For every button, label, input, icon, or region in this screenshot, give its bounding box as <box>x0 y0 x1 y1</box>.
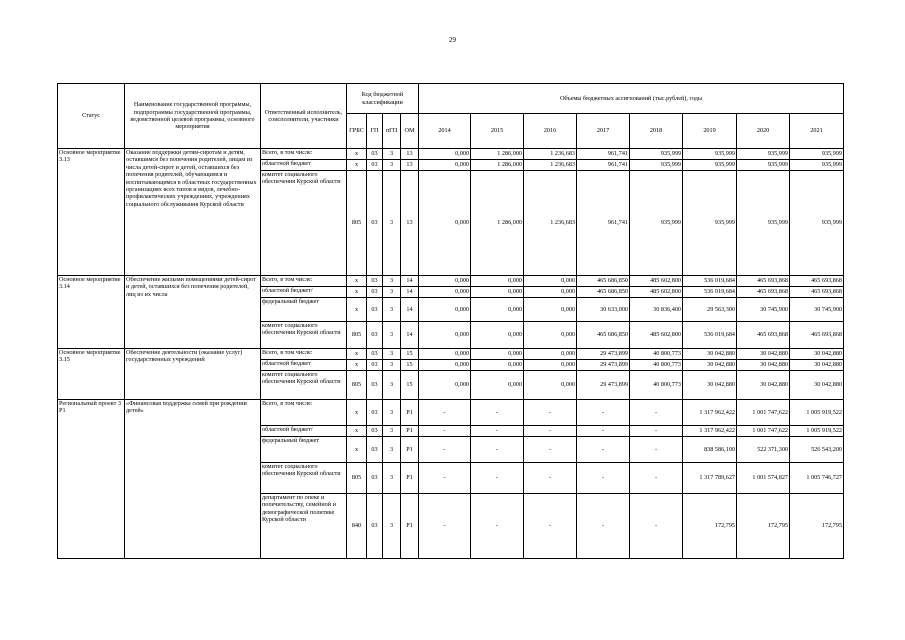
value-cell: - <box>524 494 577 559</box>
om-cell: 13 <box>401 160 419 171</box>
value-cell: - <box>419 494 471 559</box>
value-cell: 0,000 <box>419 287 471 298</box>
value-cell: - <box>524 400 577 426</box>
om-cell: 13 <box>401 149 419 160</box>
gp-cell: 03 <box>367 171 383 276</box>
om-cell: Р1 <box>401 437 419 463</box>
value-cell: - <box>577 463 630 494</box>
value-cell: 1 001 747,622 <box>737 426 790 437</box>
value-cell: 0,000 <box>419 322 471 349</box>
pgp-cell: 3 <box>383 400 401 426</box>
executor-cell: Всего, в том числе: <box>261 276 347 287</box>
value-cell: 0,000 <box>524 322 577 349</box>
table-row <box>58 149 844 160</box>
name-cell: Обеспечение жилыми помещениями детей-сирот и детей, оставшихся без попечения родителей, лиц из их числа <box>125 276 261 349</box>
value-cell: - <box>524 437 577 463</box>
gp-cell: 03 <box>367 287 383 298</box>
value-cell: - <box>630 437 683 463</box>
value-cell: 935,999 <box>630 171 683 276</box>
header-year: 2017 <box>577 114 630 149</box>
grbs-cell: х <box>347 276 367 287</box>
value-cell: 30 042,880 <box>737 349 790 360</box>
value-cell: - <box>419 400 471 426</box>
table-row <box>58 400 844 426</box>
header-pgp: пГП <box>383 114 401 149</box>
value-cell: 935,999 <box>630 160 683 171</box>
value-cell: 935,999 <box>683 171 737 276</box>
pgp-cell: 3 <box>383 494 401 559</box>
value-cell: 485 602,800 <box>630 276 683 287</box>
value-cell: 961,741 <box>577 149 630 160</box>
grbs-cell: х <box>347 426 367 437</box>
gp-cell: 03 <box>367 360 383 371</box>
value-cell: 30 042,880 <box>790 349 844 360</box>
gp-cell: 03 <box>367 371 383 400</box>
om-cell: 14 <box>401 298 419 322</box>
pgp-cell: 3 <box>383 349 401 360</box>
table-row <box>58 349 844 360</box>
gp-cell: 03 <box>367 160 383 171</box>
value-cell: 30 042,880 <box>683 349 737 360</box>
header-year: 2020 <box>737 114 790 149</box>
pgp-cell: 3 <box>383 276 401 287</box>
om-cell: 15 <box>401 371 419 400</box>
value-cell: 1 001 747,622 <box>737 400 790 426</box>
header-om: ОМ <box>401 114 419 149</box>
value-cell: 961,741 <box>577 160 630 171</box>
value-cell: 465 693,868 <box>790 322 844 349</box>
value-cell: 30 042,880 <box>790 360 844 371</box>
status-cell: Основное мероприятие 3.15 <box>58 349 125 400</box>
value-cell: 30 042,880 <box>683 371 737 400</box>
value-cell: 465 693,868 <box>737 287 790 298</box>
value-cell: 29 563,300 <box>683 298 737 322</box>
table-body <box>58 149 844 559</box>
header-grbs: ГРБС <box>347 114 367 149</box>
value-cell: 0,000 <box>471 349 524 360</box>
value-cell: 0,000 <box>524 298 577 322</box>
value-cell: 465 693,868 <box>737 322 790 349</box>
value-cell: 935,999 <box>737 171 790 276</box>
grbs-cell: х <box>347 360 367 371</box>
value-cell: 30 745,900 <box>790 298 844 322</box>
pgp-cell: 3 <box>383 437 401 463</box>
executor-cell: областной бюджет <box>261 160 347 171</box>
value-cell: 1 236,683 <box>524 149 577 160</box>
value-cell: 465 693,868 <box>737 276 790 287</box>
executor-cell: комитет социального обеспечения Курской области <box>261 371 347 400</box>
value-cell: 1 005 746,727 <box>790 463 844 494</box>
value-cell: - <box>471 494 524 559</box>
value-cell: 172,795 <box>683 494 737 559</box>
gp-cell: 03 <box>367 322 383 349</box>
executor-cell: комитет социального обеспечения Курской области <box>261 463 347 494</box>
value-cell: 526 543,200 <box>790 437 844 463</box>
value-cell: - <box>419 426 471 437</box>
status-cell: Основное мероприятие 3.14 <box>58 276 125 349</box>
value-cell: 465 693,868 <box>790 276 844 287</box>
grbs-cell: х <box>347 298 367 322</box>
value-cell: 536 019,684 <box>683 276 737 287</box>
pgp-cell: 3 <box>383 149 401 160</box>
header-gp: ГП <box>367 114 383 149</box>
value-cell: 935,999 <box>630 149 683 160</box>
value-cell: 961,741 <box>577 171 630 276</box>
value-cell: 935,999 <box>737 149 790 160</box>
pgp-cell: 3 <box>383 426 401 437</box>
gp-cell: 03 <box>367 400 383 426</box>
grbs-cell: х <box>347 349 367 360</box>
value-cell: 1 005 919,522 <box>790 426 844 437</box>
value-cell: 485 602,800 <box>630 322 683 349</box>
pgp-cell: 3 <box>383 371 401 400</box>
header-executor: Ответственный исполнитель, соисполнители, участники <box>261 84 347 149</box>
value-cell: 40 800,773 <box>630 360 683 371</box>
value-cell: 30 633,000 <box>577 298 630 322</box>
header-budget-code: Код бюджетной классификации <box>347 84 419 114</box>
value-cell: 30 042,880 <box>737 371 790 400</box>
value-cell: 0,000 <box>471 298 524 322</box>
value-cell: 1 005 919,522 <box>790 400 844 426</box>
header-volumes: Объемы бюджетных ассигнований (тыс.рублей), годы <box>419 84 844 114</box>
executor-cell: комитет социального обеспечения Курской области <box>261 322 347 349</box>
value-cell: - <box>630 400 683 426</box>
page-number: 29 <box>449 36 456 44</box>
om-cell: 14 <box>401 322 419 349</box>
header-year: 2016 <box>524 114 577 149</box>
om-cell: 15 <box>401 360 419 371</box>
header-name: Наименование государственной программы, подпрограммы государственной программы, ведомственной целевой программы, основного мероприятия <box>125 84 261 149</box>
value-cell: 172,795 <box>790 494 844 559</box>
value-cell: 1 286,000 <box>471 160 524 171</box>
value-cell: 536 019,684 <box>683 287 737 298</box>
value-cell: 935,999 <box>790 160 844 171</box>
executor-cell: департамент по опеке и попечительству, семейной и демографической политике Курской области <box>261 494 347 559</box>
status-cell: Региональный проект 3 Р1 <box>58 400 125 559</box>
value-cell: - <box>577 400 630 426</box>
value-cell: - <box>419 437 471 463</box>
value-cell: 1 286,000 <box>471 149 524 160</box>
value-cell: 1 236,683 <box>524 160 577 171</box>
table-header <box>58 84 844 149</box>
value-cell: 1 286,000 <box>471 171 524 276</box>
om-cell: 14 <box>401 287 419 298</box>
executor-cell: Всего, в том числе: <box>261 400 347 426</box>
value-cell: 0,000 <box>471 287 524 298</box>
value-cell: - <box>471 400 524 426</box>
pgp-cell: 3 <box>383 463 401 494</box>
executor-cell: областной бюджет <box>261 360 347 371</box>
value-cell: 1 001 574,827 <box>737 463 790 494</box>
value-cell: 0,000 <box>524 276 577 287</box>
om-cell: 13 <box>401 171 419 276</box>
value-cell: 29 473,899 <box>577 371 630 400</box>
executor-cell: областной бюджет/ <box>261 426 347 437</box>
value-cell: 172,795 <box>737 494 790 559</box>
executor-cell: комитет социального обеспечения Курской области <box>261 171 347 276</box>
value-cell: 0,000 <box>471 371 524 400</box>
value-cell: 29 473,899 <box>577 360 630 371</box>
value-cell: 30 745,900 <box>737 298 790 322</box>
grbs-cell: х <box>347 149 367 160</box>
om-cell: Р1 <box>401 400 419 426</box>
executor-cell: Всего, в том числе: <box>261 149 347 160</box>
value-cell: 30 836,400 <box>630 298 683 322</box>
value-cell: 0,000 <box>419 276 471 287</box>
value-cell: - <box>577 494 630 559</box>
value-cell: 30 042,880 <box>790 371 844 400</box>
gp-cell: 03 <box>367 463 383 494</box>
value-cell: 0,000 <box>419 360 471 371</box>
value-cell: 29 473,899 <box>577 349 630 360</box>
value-cell: 0,000 <box>524 349 577 360</box>
om-cell: 15 <box>401 349 419 360</box>
om-cell: 14 <box>401 276 419 287</box>
gp-cell: 03 <box>367 494 383 559</box>
header-year: 2021 <box>790 114 844 149</box>
value-cell: - <box>524 426 577 437</box>
value-cell: 0,000 <box>419 298 471 322</box>
value-cell: 40 800,773 <box>630 371 683 400</box>
executor-cell: федеральный бюджет <box>261 437 347 463</box>
om-cell: Р1 <box>401 494 419 559</box>
value-cell: 935,999 <box>737 160 790 171</box>
value-cell: 1 236,683 <box>524 171 577 276</box>
gp-cell: 03 <box>367 349 383 360</box>
header-status: Статус <box>58 84 125 149</box>
pgp-cell: 3 <box>383 298 401 322</box>
value-cell: 0,000 <box>524 360 577 371</box>
grbs-cell: 805 <box>347 171 367 276</box>
grbs-cell: 805 <box>347 371 367 400</box>
executor-cell: Всего, в том числе: <box>261 349 347 360</box>
grbs-cell: 805 <box>347 463 367 494</box>
pgp-cell: 3 <box>383 160 401 171</box>
executor-cell: областной бюджет/ <box>261 287 347 298</box>
value-cell: 485 602,800 <box>630 287 683 298</box>
header-year: 2015 <box>471 114 524 149</box>
value-cell: 935,999 <box>790 149 844 160</box>
value-cell: - <box>471 437 524 463</box>
gp-cell: 03 <box>367 437 383 463</box>
value-cell: 0,000 <box>471 360 524 371</box>
value-cell: 1 317 789,627 <box>683 463 737 494</box>
name-cell: Обеспечение деятельности (оказание услуг) государственных учреждений <box>125 349 261 400</box>
gp-cell: 03 <box>367 149 383 160</box>
value-cell: 465 686,850 <box>577 287 630 298</box>
value-cell: 40 800,773 <box>630 349 683 360</box>
value-cell: - <box>471 463 524 494</box>
value-cell: 0,000 <box>419 371 471 400</box>
value-cell: 465 693,868 <box>790 287 844 298</box>
executor-cell: федеральный бюджет <box>261 298 347 322</box>
gp-cell: 03 <box>367 426 383 437</box>
value-cell: 465 686,850 <box>577 322 630 349</box>
value-cell: - <box>630 463 683 494</box>
value-cell: 0,000 <box>524 371 577 400</box>
value-cell: - <box>630 494 683 559</box>
value-cell: 0,000 <box>419 149 471 160</box>
grbs-cell: х <box>347 160 367 171</box>
header-year: 2018 <box>630 114 683 149</box>
name-cell: Оказание поддержки детям-сиротам и детям, оставшимся без попечения родителей, лицам из числа детей-сирот и детей, оставшихся без попечения родителей, обучающимся и воспитывающимся в областных государственных организациях всех типов и видов, лечебно-профилактических учреждениях, учреждениях социального обслуживания Курской области <box>125 149 261 276</box>
value-cell: - <box>630 426 683 437</box>
grbs-cell: х <box>347 287 367 298</box>
name-cell: «Финансовая поддержка семей при рождении детей» <box>125 400 261 559</box>
table-row <box>58 276 844 287</box>
value-cell: 0,000 <box>419 349 471 360</box>
value-cell: 536 019,684 <box>683 322 737 349</box>
value-cell: - <box>524 463 577 494</box>
value-cell: - <box>577 437 630 463</box>
grbs-cell: 805 <box>347 322 367 349</box>
value-cell: 0,000 <box>471 276 524 287</box>
value-cell: 0,000 <box>524 287 577 298</box>
om-cell: Р1 <box>401 463 419 494</box>
grbs-cell: х <box>347 437 367 463</box>
value-cell: 30 042,880 <box>683 360 737 371</box>
value-cell: - <box>577 426 630 437</box>
pgp-cell: 3 <box>383 287 401 298</box>
value-cell: 935,999 <box>683 149 737 160</box>
pgp-cell: 3 <box>383 360 401 371</box>
budget-table <box>57 83 844 559</box>
header-year: 2014 <box>419 114 471 149</box>
gp-cell: 03 <box>367 298 383 322</box>
status-cell: Основное мероприятие 3.13 <box>58 149 125 276</box>
value-cell: 1 317 962,422 <box>683 426 737 437</box>
value-cell: 30 042,880 <box>737 360 790 371</box>
header-year: 2019 <box>683 114 737 149</box>
value-cell: 465 686,850 <box>577 276 630 287</box>
grbs-cell: 840 <box>347 494 367 559</box>
value-cell: - <box>471 426 524 437</box>
value-cell: 935,999 <box>683 160 737 171</box>
value-cell: - <box>419 463 471 494</box>
gp-cell: 03 <box>367 276 383 287</box>
value-cell: 1 317 962,422 <box>683 400 737 426</box>
grbs-cell: х <box>347 400 367 426</box>
value-cell: 522 371,300 <box>737 437 790 463</box>
pgp-cell: 3 <box>383 171 401 276</box>
value-cell: 0,000 <box>419 160 471 171</box>
value-cell: 838 586,100 <box>683 437 737 463</box>
value-cell: 935,999 <box>790 171 844 276</box>
value-cell: 0,000 <box>419 171 471 276</box>
value-cell: 0,000 <box>471 322 524 349</box>
pgp-cell: 3 <box>383 322 401 349</box>
om-cell: Р1 <box>401 426 419 437</box>
